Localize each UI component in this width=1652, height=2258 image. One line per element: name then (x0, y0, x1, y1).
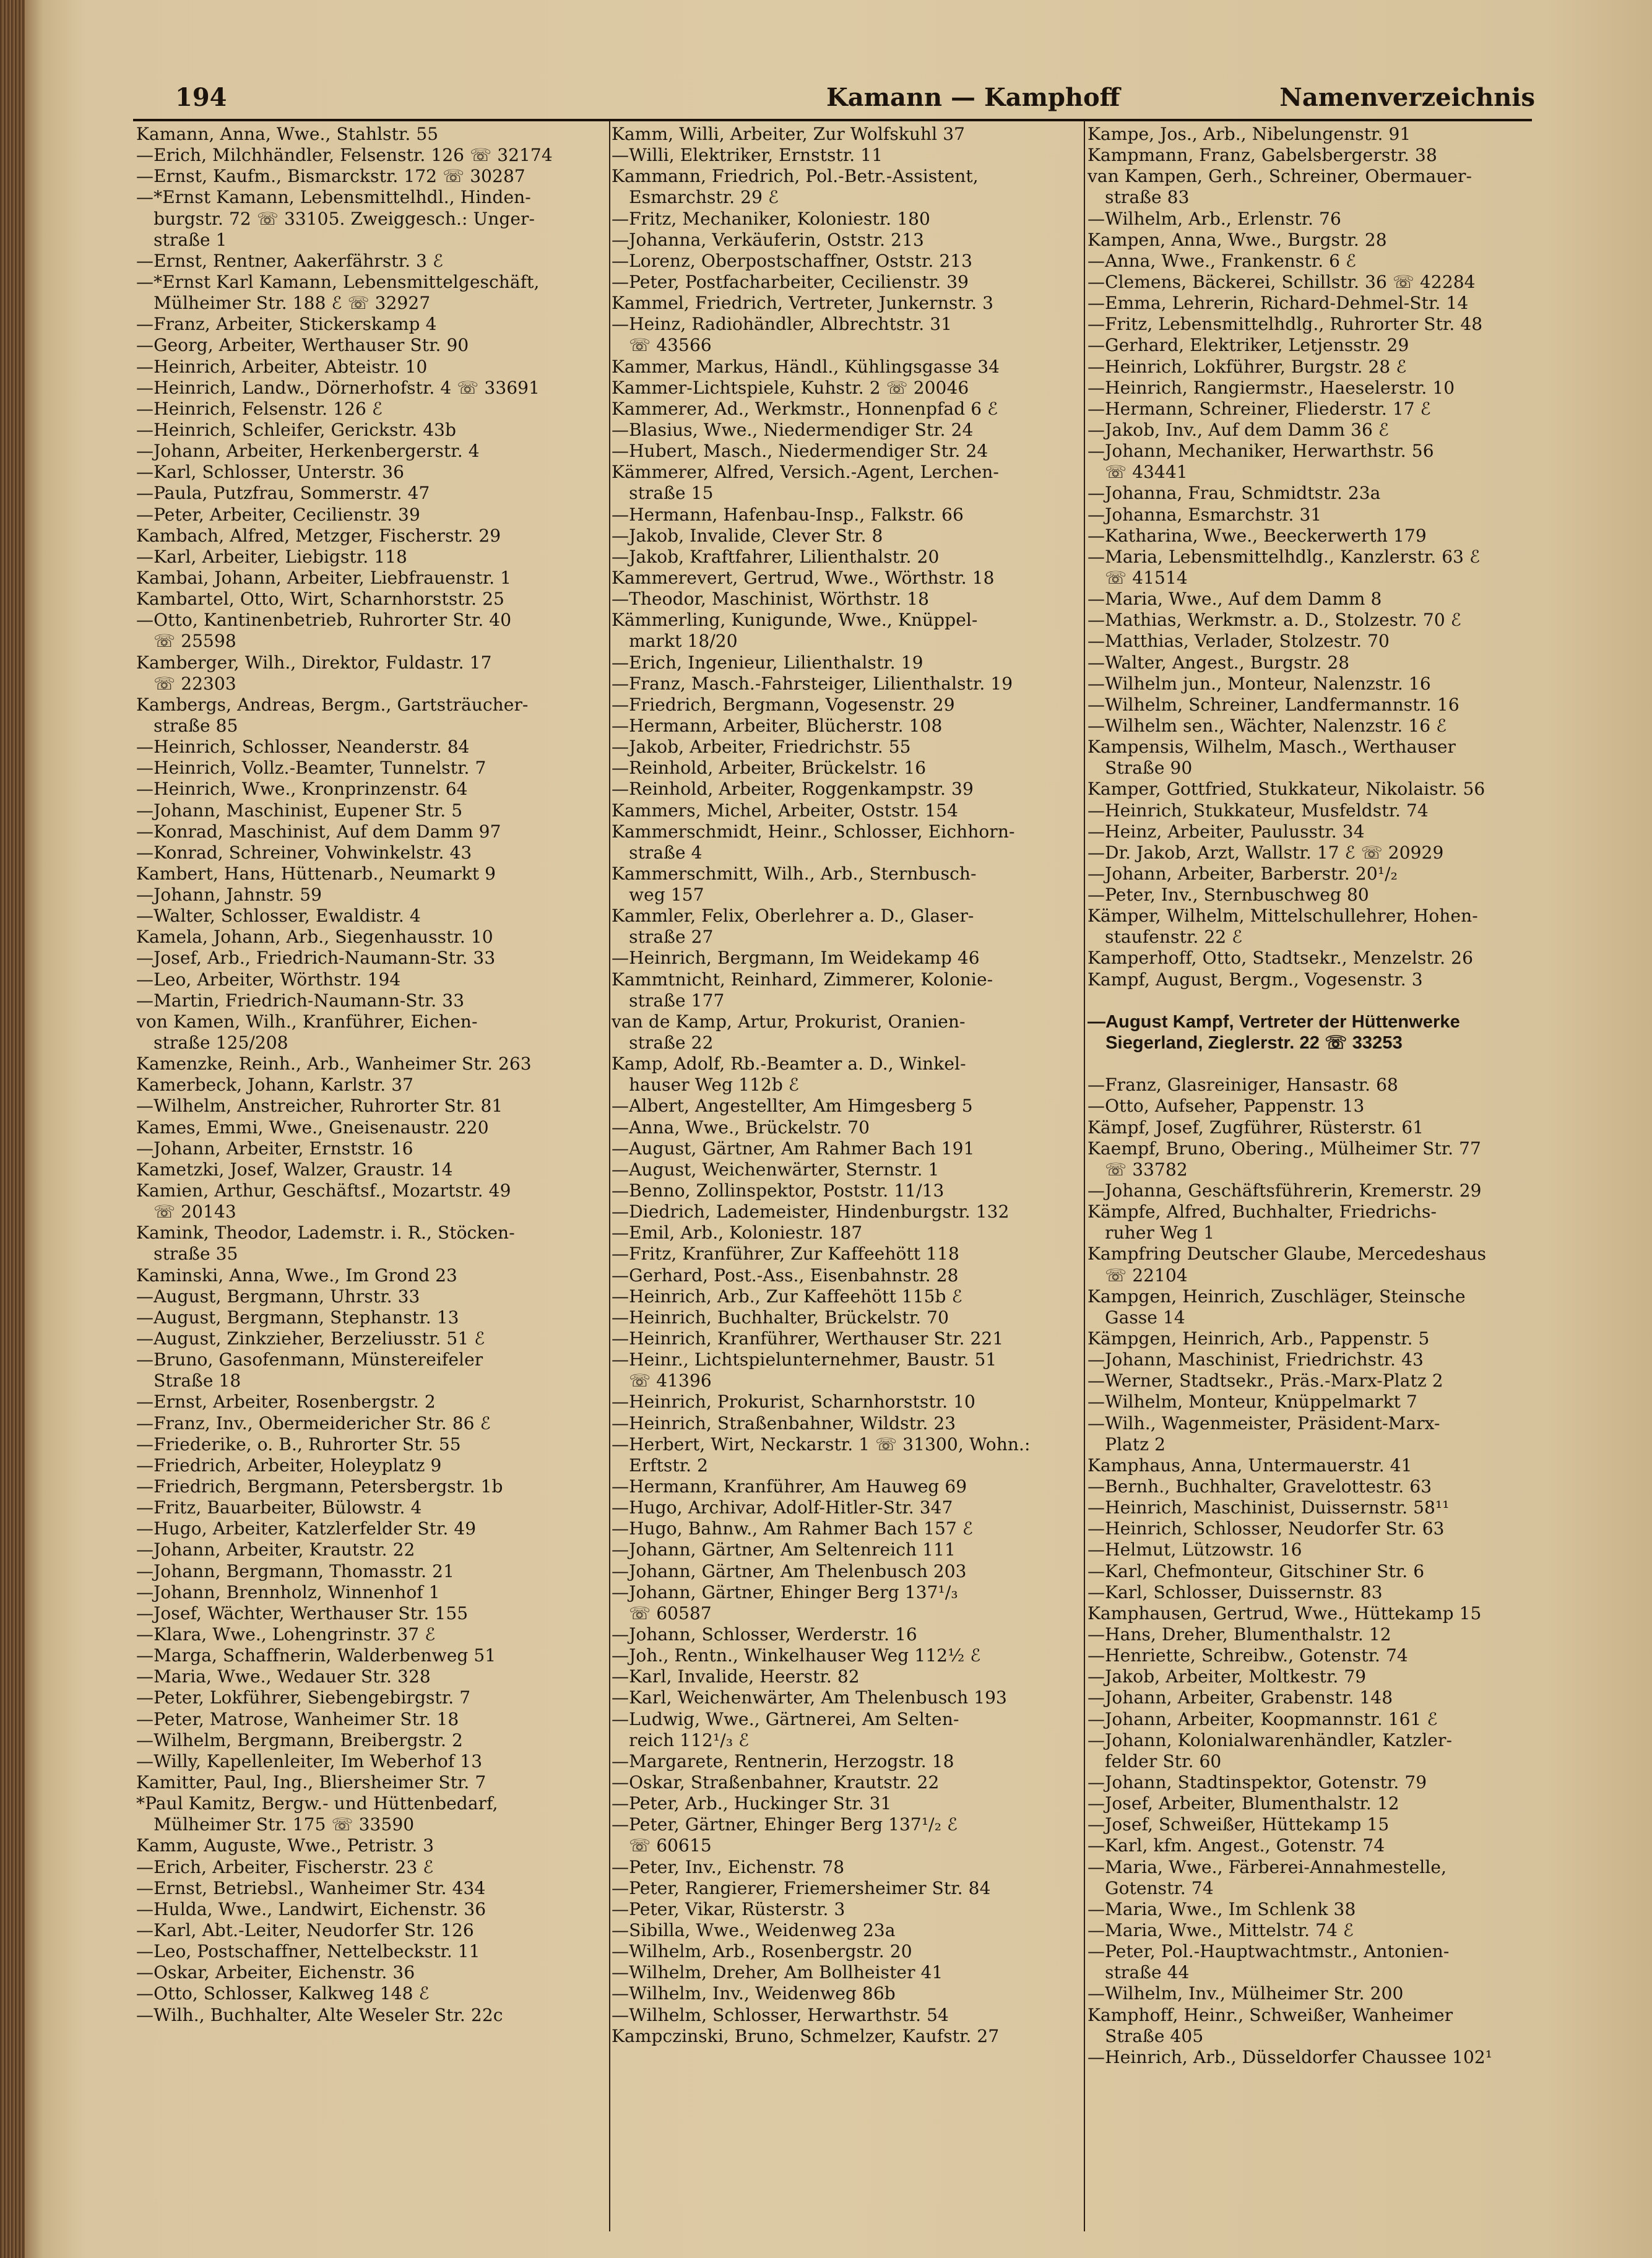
directory-entry-line: felder Str. 60 (1088, 1750, 1222, 1771)
spacer (1088, 990, 1558, 1011)
directory-entry-line: Kämmerling, Kunigunde, Wwe., Knüppel- (612, 610, 978, 631)
directory-entry-line: —Johann, Gärtner, Am Thelenbusch 203 (612, 1560, 967, 1581)
directory-entry-line: —August, Zinkzieher, Berzeliusstr. 51 ℰ (136, 1328, 485, 1349)
directory-entry-line: Kamberger, Wilh., Direktor, Fuldastr. 17 (136, 652, 492, 673)
directory-entry-line: —August, Gärtner, Am Rahmer Bach 191 (612, 1138, 975, 1159)
page-header (133, 79, 1535, 121)
directory-entry-line: Kamien, Arthur, Geschäftsf., Mozartstr. 49 (136, 1180, 511, 1201)
directory-entry-line: Kamitter, Paul, Ing., Bliersheimer Str. 7 (136, 1771, 487, 1793)
directory-entry-line: —Anna, Wwe., Brückelstr. 70 (612, 1117, 870, 1138)
directory-entry-line: Kämper, Wilhelm, Mittelschullehrer, Hohen- (1088, 906, 1478, 927)
directory-entry-line: —Paula, Putzfrau, Sommerstr. 47 (136, 483, 430, 504)
directory-entry-line: —Jakob, Inv., Auf dem Damm 36 ℰ (1088, 419, 1389, 440)
directory-entry-line: —Wilhelm, Arb., Erlenstr. 76 (1088, 208, 1341, 229)
directory-entry-line: —Johann, Arbeiter, Ernststr. 16 (136, 1138, 413, 1159)
directory-entry-line: —Hugo, Bahnw., Am Rahmer Bach 157 ℰ (612, 1518, 973, 1539)
directory-entry-line: Gasse 14 (1088, 1307, 1185, 1328)
directory-entry-line: —Wilhelm, Schlosser, Herwarthstr. 54 (612, 2004, 949, 2025)
directory-entry-line: straße 35 (136, 1244, 238, 1265)
directory-entry-line: Kametzki, Josef, Walzer, Graustr. 14 (136, 1159, 453, 1180)
directory-entry-line: Kammann, Friedrich, Pol.-Betr.-Assistent, (612, 166, 979, 187)
directory-entry-line: —Karl, Chefmonteur, Gitschiner Str. 6 (1088, 1560, 1425, 1581)
directory-entry-line: Siegerland, Zieglerstr. 22 ☏ 33253 (1088, 1033, 1403, 1053)
directory-entry-line: —Wilhelm, Monteur, Knüppelmarkt 7 (1088, 1391, 1417, 1412)
directory-entry-line: —Johann, Gärtner, Am Seltenreich 111 (612, 1539, 956, 1560)
directory-entry-line: Kammer, Markus, Händl., Kühlingsgasse 34 (612, 356, 1000, 377)
directory-entry-line: —Peter, Gärtner, Ehinger Berg 137¹/₂ ℰ (612, 1814, 958, 1835)
directory-entry-line: —Johann, Maschinist, Friedrichstr. 43 (1088, 1349, 1424, 1370)
directory-entry-line: —Maria, Wwe., Im Schlenk 38 (1088, 1898, 1356, 1919)
directory-entry-line: Kampe, Jos., Arb., Nibelungenstr. 91 (1088, 124, 1411, 144)
directory-entry-line: Kampen, Anna, Wwe., Burgstr. 28 (1088, 229, 1387, 250)
directory-entry-line: —Otto, Aufseher, Pappenstr. 13 (1088, 1096, 1365, 1117)
directory-entry-line: straße 125/208 (136, 1032, 288, 1053)
directory-entry-line: —Wilhelm sen., Wächter, Nalenzstr. 16 ℰ (1088, 715, 1447, 736)
directory-entry-line: —August, Weichenwärter, Sternstr. 1 (612, 1159, 940, 1180)
directory-entry-line: Kammerschmidt, Heinr., Schlosser, Eichhorn- (612, 821, 1015, 842)
directory-entry-line: ☏ 43441 (1088, 462, 1188, 483)
directory-entry-line: —Johann, Jahnstr. 59 (136, 885, 322, 906)
directory-entry-line: Kampczinski, Bruno, Schmelzer, Kaufstr. 27 (612, 2025, 1000, 2046)
directory-entry-line: straße 177 (612, 990, 725, 1011)
directory-entry-line: —Ernst, Arbeiter, Rosenbergstr. 2 (136, 1391, 436, 1412)
directory-entry-line: —Fritz, Bauarbeiter, Bülowstr. 4 (136, 1497, 422, 1518)
directory-entry-line: —Herbert, Wirt, Neckarstr. 1 ☏ 31300, Wohn.: (612, 1434, 1031, 1455)
directory-entry-line: —Wilhelm, Inv., Weidenweg 86b (612, 1983, 896, 2004)
directory-entry-line: —Oskar, Arbeiter, Eichenstr. 36 (136, 1962, 415, 1983)
directory-entry-line: straße 83 (1088, 187, 1190, 208)
directory-entry-line: —Hubert, Masch., Niedermendiger Str. 24 (612, 441, 988, 462)
directory-entry-line: —Otto, Schlosser, Kalkweg 148 ℰ (136, 1983, 430, 2004)
directory-entry-line: Kamp, Adolf, Rb.-Beamter a. D., Winkel- (612, 1053, 966, 1075)
directory-entry-line: Kämpf, Josef, Zugführer, Rüsterstr. 61 (1088, 1117, 1424, 1138)
directory-entry-line: —Hans, Dreher, Blumenthalstr. 12 (1088, 1624, 1391, 1645)
directory-entry-line: —Peter, Inv., Eichenstr. 78 (612, 1856, 845, 1877)
directory-entry-line: Kamela, Johann, Arb., Siegenhausstr. 10 (136, 927, 493, 948)
directory-entry-line: —Franz, Masch.-Fahrsteiger, Lilienthalstr. 19 (612, 673, 1013, 694)
directory-entry-line: Kammerevert, Gertrud, Wwe., Wörthstr. 18 (612, 567, 995, 588)
directory-entry-line: Straße 90 (1088, 758, 1193, 779)
directory-entry-line: —Heinrich, Kranführer, Werthauser Str. 221 (612, 1328, 1004, 1349)
directory-entry-line: —Karl, Schlosser, Duissernstr. 83 (1088, 1581, 1383, 1603)
directory-entry-line: —Heinrich, Prokurist, Scharnhorststr. 10 (612, 1391, 975, 1412)
directory-entry-line: —Georg, Arbeiter, Werthauser Str. 90 (136, 335, 469, 356)
directory-entry-line: Kaminski, Anna, Wwe., Im Grond 23 (136, 1265, 457, 1286)
directory-entry-line: —Clemens, Bäckerei, Schillstr. 36 ☏ 42284 (1088, 271, 1476, 292)
directory-entry-line: Kamphausen, Gertrud, Wwe., Hüttekamp 15 (1088, 1603, 1482, 1624)
directory-entry-line: Gotenstr. 74 (1088, 1877, 1214, 1898)
directory-entry-line: —Josef, Wächter, Werthauser Str. 155 (136, 1603, 469, 1624)
directory-entry-line: straße 85 (136, 715, 238, 736)
directory-entry-line: —Heinrich, Landw., Dörnerhofstr. 4 ☏ 33691 (136, 377, 540, 398)
directory-entry-line: —Johanna, Esmarchstr. 31 (1088, 504, 1322, 525)
directory-entry-line: —Josef, Schweißer, Hüttekamp 15 (1088, 1814, 1390, 1835)
directory-entry-line: —Diedrich, Lademeister, Hindenburgstr. 132 (612, 1201, 1010, 1222)
directory-entry-line: —Martin, Friedrich-Naumann-Str. 33 (136, 990, 465, 1011)
directory-entry-line: Kambert, Hans, Hüttenarb., Neumarkt 9 (136, 863, 496, 884)
directory-entry-line: —Otto, Kantinenbetrieb, Ruhrorter Str. 40 (136, 610, 512, 631)
directory-entry-line: —Gerhard, Post.-Ass., Eisenbahnstr. 28 (612, 1265, 959, 1286)
directory-entry-line: —Heinrich, Lokführer, Burgstr. 28 ℰ (1088, 356, 1407, 377)
directory-entry-line: —Anna, Wwe., Frankenstr. 6 ℰ (1088, 250, 1357, 271)
column-divider (1084, 121, 1085, 2231)
directory-entry-line: Kamm, Willi, Arbeiter, Zur Wolfskuhl 37 (612, 124, 966, 144)
directory-entry-line: Kampensis, Wilhelm, Masch., Werthauser (1088, 737, 1456, 758)
directory-entry-line: —Leo, Arbeiter, Wörthstr. 194 (136, 969, 401, 990)
directory-entry-line: ☏ 20143 (136, 1201, 236, 1222)
directory-entry-line: —Heinrich, Rangiermstr., Haeselerstr. 10 (1088, 377, 1455, 398)
directory-entry-line: Straße 18 (136, 1370, 241, 1391)
directory-entry-line: —Fritz, Kranführer, Zur Kaffeehött 118 (612, 1244, 959, 1265)
directory-entry-line: —Marga, Schaffnerin, Walderbenweg 51 (136, 1645, 496, 1666)
directory-entry-line: —Heinrich, Wwe., Kronprinzenstr. 64 (136, 779, 468, 800)
directory-entry-line: markt 18/20 (612, 631, 738, 652)
directory-entry-line: —Heinrich, Schlosser, Neudorfer Str. 63 (1088, 1518, 1445, 1539)
directory-entry-line: Kamperhoff, Otto, Stadtsekr., Menzelstr. 26 (1088, 948, 1474, 969)
directory-entry-line: ☏ 25598 (136, 631, 236, 652)
directory-entry-line: —Bruno, Gasofenmann, Münstereifeler (136, 1349, 483, 1370)
directory-entry-line: —Friederike, o. B., Ruhrorter Str. 55 (136, 1434, 461, 1455)
column-3 (1088, 124, 1558, 2228)
directory-entry-line: —Karl, Invalide, Heerstr. 82 (612, 1666, 860, 1687)
directory-entry-line: —Margarete, Rentnerin, Herzogstr. 18 (612, 1750, 954, 1771)
directory-entry-line: straße 1 (136, 229, 227, 250)
directory-entry-line: Kamphaus, Anna, Untermauerstr. 41 (1088, 1455, 1412, 1476)
directory-entry-line: —Wilh., Buchhalter, Alte Weseler Str. 22c (136, 2004, 503, 2025)
directory-entry-line: —Wilhelm, Inv., Mülheimer Str. 200 (1088, 1983, 1404, 2004)
directory-entry-line: —Johann, Arbeiter, Herkenbergerstr. 4 (136, 441, 480, 462)
directory-entry-line: —Henriette, Schreibw., Gotenstr. 74 (1088, 1645, 1408, 1666)
directory-entry-line: —Johanna, Geschäftsführerin, Kremerstr. 29 (1088, 1180, 1482, 1201)
directory-entry-line: —Johann, Arbeiter, Koopmannstr. 161 ℰ (1088, 1708, 1438, 1729)
directory-entry-line: Kämpgen, Heinrich, Arb., Pappenstr. 5 (1088, 1328, 1430, 1349)
directory-entry-line: straße 27 (612, 927, 714, 948)
directory-entry-line: —Johann, Mechaniker, Herwarthstr. 56 (1088, 441, 1434, 462)
directory-entry-line: Erftstr. 2 (612, 1455, 709, 1476)
directory-entry-line: —Josef, Arb., Friedrich-Naumann-Str. 33 (136, 948, 496, 969)
directory-entry-line: —Wilhelm jun., Monteur, Nalenzstr. 16 (1088, 673, 1431, 694)
directory-entry-line: Kamink, Theodor, Lademstr. i. R., Stöcken- (136, 1222, 515, 1244)
directory-entry-line: —August, Bergmann, Uhrstr. 33 (136, 1286, 420, 1307)
directory-entry-line: —Peter, Matrose, Wanheimer Str. 18 (136, 1708, 459, 1729)
directory-entry-line: Kaempf, Bruno, Obering., Mülheimer Str. 77 (1088, 1138, 1481, 1159)
directory-entry-line: reich 112¹/₃ ℰ (612, 1729, 750, 1750)
directory-entry-line: —Erich, Arbeiter, Fischerstr. 23 ℰ (136, 1856, 434, 1877)
section-title: Namenverzeichnis (1279, 83, 1535, 112)
directory-entry-line: —Franz, Arbeiter, Stickerskamp 4 (136, 314, 437, 335)
directory-entry-line: —Sibilla, Wwe., Weidenweg 23a (612, 1919, 896, 1940)
directory-entry-line: —Jakob, Arbeiter, Moltkestr. 79 (1088, 1666, 1367, 1687)
directory-entry-line: ruher Weg 1 (1088, 1222, 1215, 1244)
directory-entry-line: —Johann, Arbeiter, Krautstr. 22 (136, 1539, 415, 1560)
directory-entry-line: Kamphoff, Heinr., Schweißer, Wanheimer (1088, 2004, 1453, 2025)
directory-entry-line: —Johann, Maschinist, Eupener Str. 5 (136, 800, 463, 821)
directory-entry-line: —Peter, Pol.-Hauptwachtmstr., Antonien- (1088, 1941, 1450, 1962)
directory-entry-line: Kammers, Michel, Arbeiter, Oststr. 154 (612, 800, 959, 821)
directory-entry-line: —Johann, Gärtner, Ehinger Berg 137¹/₃ (612, 1581, 958, 1603)
directory-entry-line: —August, Bergmann, Stephanstr. 13 (136, 1307, 459, 1328)
directory-entry-line: —Maria, Wwe., Mittelstr. 74 ℰ (1088, 1919, 1354, 1940)
directory-entry-line: —Wilhelm, Arb., Rosenbergstr. 20 (612, 1941, 912, 1962)
directory-entry-line: Platz 2 (1088, 1434, 1166, 1455)
directory-entry-line: Kamm, Auguste, Wwe., Petristr. 3 (136, 1835, 435, 1856)
directory-entry-line: straße 22 (612, 1032, 714, 1053)
directory-entry-line: —Ludwig, Wwe., Gärtnerei, Am Selten- (612, 1708, 959, 1729)
directory-entry-line: —Wilh., Wagenmeister, Präsident-Marx- (1088, 1412, 1440, 1434)
directory-entry-line: straße 4 (612, 842, 703, 863)
directory-entry-line: —Hermann, Arbeiter, Blücherstr. 108 (612, 715, 943, 736)
directory-entry-line: Kambai, Johann, Arbeiter, Liebfrauenstr. 1 (136, 567, 512, 588)
directory-entry-line: —Willi, Elektriker, Ernststr. 11 (612, 145, 883, 166)
directory-entry-line: —Johann, Schlosser, Werderstr. 16 (612, 1624, 917, 1645)
directory-entry-line: —Mathias, Werkmstr. a. D., Stolzestr. 70 ℰ (1088, 610, 1461, 631)
directory-entry-line: —Fritz, Lebensmittelhdlg., Ruhrorter Str. 48 (1088, 314, 1483, 335)
directory-entry-line: —Heinrich, Vollz.-Beamter, Tunnelstr. 7 (136, 758, 487, 779)
directory-entry-line: —Karl, Schlosser, Unterstr. 36 (136, 462, 405, 483)
directory-entry-line: Kammel, Friedrich, Vertreter, Junkernstr. 3 (612, 293, 993, 314)
directory-entry-line: —Josef, Arbeiter, Blumenthalstr. 12 (1088, 1793, 1399, 1814)
directory-entry-line: Kambach, Alfred, Metzger, Fischerstr. 29 (136, 525, 501, 546)
directory-entry-line: —Walter, Schlosser, Ewaldistr. 4 (136, 906, 421, 927)
directory-entry-line: —*Ernst Kamann, Lebensmittelhdl., Hinden- (136, 187, 531, 208)
directory-entry-line: —Friedrich, Bergmann, Petersbergstr. 1b (136, 1476, 503, 1497)
directory-entry-line: van de Kamp, Artur, Prokurist, Oranien- (612, 1011, 966, 1032)
directory-entry-line: —Heinrich, Schleifer, Gerickstr. 43b (136, 419, 457, 440)
directory-entry-line: —Heinrich, Stukkateur, Musfeldstr. 74 (1088, 800, 1429, 821)
directory-entry-line: ☏ 33782 (1088, 1159, 1188, 1180)
directory-entry-line: —Gerhard, Elektriker, Letjensstr. 29 (1088, 335, 1409, 356)
spacer (1088, 1053, 1558, 1075)
directory-entry-line: von Kamen, Wilh., Kranführer, Eichen- (136, 1011, 478, 1032)
directory-entry-line: van Kampen, Gerh., Schreiner, Obermauer- (1088, 166, 1473, 187)
directory-entry-line: —Peter, Lokführer, Siebengebirgstr. 7 (136, 1687, 471, 1708)
directory-entry-line: —Karl, Arbeiter, Liebigstr. 118 (136, 546, 407, 567)
directory-entry-line: —Theodor, Maschinist, Wörthstr. 18 (612, 589, 930, 610)
directory-entry-line: —Maria, Wwe., Färberei-Annahmestelle, (1088, 1856, 1447, 1877)
directory-entry-line: Kambartel, Otto, Wirt, Scharnhorststr. 25 (136, 589, 504, 610)
directory-entry-line: —Hermann, Hafenbau-Insp., Falkstr. 66 (612, 504, 964, 525)
directory-entry-line: —Hugo, Archivar, Adolf-Hitler-Str. 347 (612, 1497, 953, 1518)
book-spine (0, 0, 25, 2258)
directory-entry-line: —Lorenz, Oberpostschaffner, Oststr. 213 (612, 250, 973, 271)
directory-entry-line: —Heinrich, Arb., Zur Kaffeehött 115b ℰ (612, 1286, 962, 1307)
directory-entry-line: Esmarchstr. 29 ℰ (612, 187, 779, 208)
directory-entry-line: Mülheimer Str. 175 ☏ 33590 (136, 1814, 415, 1835)
directory-entry-line: —Johanna, Verkäuferin, Oststr. 213 (612, 229, 924, 250)
directory-entry-line: —Hugo, Arbeiter, Katzlerfelder Str. 49 (136, 1518, 477, 1539)
directory-entry-line: —Maria, Wwe., Wedauer Str. 328 (136, 1666, 431, 1687)
directory-entry-line: Kamann, Anna, Wwe., Stahlstr. 55 (136, 124, 439, 144)
directory-entry-line: —Jakob, Arbeiter, Friedrichstr. 55 (612, 737, 911, 758)
directory-entry-line: —Reinhold, Arbeiter, Roggenkampstr. 39 (612, 779, 974, 800)
directory-entry-line: —Bernh., Buchhalter, Gravelottestr. 63 (1088, 1476, 1432, 1497)
directory-entry-line: —August Kampf, Vertreter der Hüttenwerke (1088, 1011, 1460, 1032)
directory-entry-line: Straße 405 (1088, 2025, 1204, 2046)
directory-entry-line: —Emma, Lehrerin, Richard-Dehmel-Str. 14 (1088, 293, 1469, 314)
directory-entry-line: straße 44 (1088, 1962, 1190, 1983)
directory-entry-line: —Wilhelm, Anstreicher, Ruhrorter Str. 81 (136, 1096, 503, 1117)
directory-entry-line: ☏ 60615 (612, 1835, 712, 1856)
directory-entry-line: —Helmut, Lützowstr. 16 (1088, 1539, 1302, 1560)
directory-entry-line: staufenstr. 22 ℰ (1088, 927, 1243, 948)
directory-entry-line: —Ernst, Betriebsl., Wanheimer Str. 434 (136, 1877, 486, 1898)
column-1 (136, 124, 610, 2228)
directory-entry-line: —Hermann, Schreiner, Fliederstr. 17 ℰ (1088, 398, 1431, 419)
directory-entry-line: —Erich, Milchhändler, Felsenstr. 126 ☏ 32174 (136, 145, 553, 166)
directory-entry-line: Kambergs, Andreas, Bergm., Gartsträucher- (136, 694, 529, 715)
directory-entry-line: Kammler, Felix, Oberlehrer a. D., Glaser- (612, 906, 974, 927)
directory-entry-line: —Oskar, Straßenbahner, Krautstr. 22 (612, 1771, 940, 1793)
directory-entry-line: —Heinrich, Buchhalter, Brückelstr. 70 (612, 1307, 949, 1328)
directory-entry-line: —Konrad, Schreiner, Vohwinkelstr. 43 (136, 842, 472, 863)
directory-entry-line: weg 157 (612, 885, 704, 906)
directory-entry-line: —Johann, Arbeiter, Barberstr. 20¹/₂ (1088, 863, 1398, 884)
directory-entry-line: —Matthias, Verlader, Stolzestr. 70 (1088, 631, 1390, 652)
directory-entry-line: —Peter, Inv., Sternbuschweg 80 (1088, 885, 1369, 906)
directory-entry-line: —Heinr., Lichtspielunternehmer, Baustr. 51 (612, 1349, 997, 1370)
directory-entry-line: —Heinrich, Arb., Düsseldorfer Chaussee 102¹ (1088, 2046, 1493, 2067)
directory-entry-line: —Blasius, Wwe., Niedermendiger Str. 24 (612, 419, 974, 440)
directory-entry-line: —Ernst, Kaufm., Bismarckstr. 172 ☏ 30287 (136, 166, 525, 187)
directory-entry-line: —Heinz, Arbeiter, Paulusstr. 34 (1088, 821, 1365, 842)
directory-entry-line: —Ernst, Rentner, Aakerfährstr. 3 ℰ (136, 250, 444, 271)
directory-entry-line: —Wilhelm, Schreiner, Landfermannstr. 16 (1088, 694, 1460, 715)
directory-entry-line: Kammerer, Ad., Werkmstr., Honnenpfad 6 ℰ (612, 398, 998, 419)
directory-entry-line: —Heinrich, Arbeiter, Abteistr. 10 (136, 356, 428, 377)
directory-entry-line: —Heinrich, Maschinist, Duissernstr. 58¹¹ (1088, 1497, 1450, 1518)
directory-entry-line: hauser Weg 112b ℰ (612, 1075, 799, 1096)
page-range-title: Kamann — Kamphoff (826, 83, 1120, 112)
directory-entry-line: Kampfring Deutscher Glaube, Mercedeshaus (1088, 1244, 1487, 1265)
directory-entry-line: —Benno, Zollinspektor, Poststr. 11/13 (612, 1180, 945, 1201)
directory-entry-line: —Joh., Rentn., Winkelhauser Weg 112½ ℰ (612, 1645, 981, 1666)
directory-entry-line: —Hermann, Kranführer, Am Hauweg 69 (612, 1476, 967, 1497)
directory-entry-line: —Konrad, Maschinist, Auf dem Damm 97 (136, 821, 501, 842)
directory-entry-line: —Maria, Lebensmittelhdlg., Kanzlerstr. 63 ℰ (1088, 546, 1481, 567)
directory-entry-line: —Dr. Jakob, Arzt, Wallstr. 17 ℰ ☏ 20929 (1088, 842, 1444, 863)
page-number: 194 (175, 83, 227, 112)
directory-entry-line: —Klara, Wwe., Lohengrinstr. 37 ℰ (136, 1624, 436, 1645)
directory-entry-line: —Karl, kfm. Angest., Gotenstr. 74 (1088, 1835, 1385, 1856)
directory-entry-line: Mülheimer Str. 188 ℰ ☏ 32927 (136, 293, 431, 314)
directory-entry-line: —*Ernst Karl Kamann, Lebensmittelgeschäft, (136, 271, 540, 292)
directory-entry-line: Kammer-Lichtspiele, Kuhstr. 2 ☏ 20046 (612, 377, 969, 398)
directory-entry-line: —Katharina, Wwe., Beeckerwerth 179 (1088, 525, 1427, 546)
directory-entry-line: —Peter, Rangierer, Friemersheimer Str. 84 (612, 1877, 991, 1898)
directory-entry-line: —Erich, Ingenieur, Lilienthalstr. 19 (612, 652, 923, 673)
directory-entry-line: —Maria, Wwe., Auf dem Damm 8 (1088, 589, 1382, 610)
directory-entry-line: —Heinrich, Schlosser, Neanderstr. 84 (136, 737, 470, 758)
directory-entry-line: Kämmerer, Alfred, Versich.-Agent, Lerchen- (612, 462, 999, 483)
directory-entry-line: —Johanna, Frau, Schmidtstr. 23a (1088, 483, 1381, 504)
directory-entry-line: Kammerschmitt, Wilh., Arb., Sternbusch- (612, 863, 977, 884)
directory-entry-line: —Johann, Brennholz, Winnenhof 1 (136, 1581, 440, 1603)
directory-entry-line: —Peter, Vikar, Rüsterstr. 3 (612, 1898, 845, 1919)
directory-entry-line: ☏ 43566 (612, 335, 712, 356)
directory-entry-line: —Karl, Abt.-Leiter, Neudorfer Str. 126 (136, 1919, 474, 1940)
directory-entry-line: ☏ 22303 (136, 673, 236, 694)
directory-entry-line: Kampgen, Heinrich, Zuschläger, Steinsche (1088, 1286, 1466, 1307)
directory-entry-line: Kammtnicht, Reinhard, Zimmerer, Kolonie- (612, 969, 993, 990)
directory-entry-line: Kamenzke, Reinh., Arb., Wanheimer Str. 263 (136, 1053, 532, 1075)
directory-entry-line: —Heinrich, Felsenstr. 126 ℰ (136, 398, 383, 419)
directory-entry-line: —Heinz, Radiohändler, Albrechtstr. 31 (612, 314, 953, 335)
directory-entry-line: —Jakob, Invalide, Clever Str. 8 (612, 525, 883, 546)
directory-entry-line: burgstr. 72 ☏ 33105. Zweiggesch.: Unger- (136, 208, 535, 229)
directory-entry-line: —Peter, Postfacharbeiter, Cecilienstr. 39 (612, 271, 969, 292)
directory-entry-line: —Reinhold, Arbeiter, Brückelstr. 16 (612, 758, 927, 779)
directory-entry-line: —Friedrich, Arbeiter, Holeyplatz 9 (136, 1455, 442, 1476)
directory-entry-line: —Friedrich, Bergmann, Vogesenstr. 29 (612, 694, 955, 715)
directory-entry-line: —Wilhelm, Bergmann, Breibergstr. 2 (136, 1729, 463, 1750)
directory-entry-line: —Jakob, Kraftfahrer, Lilienthalstr. 20 (612, 546, 940, 567)
directory-entry-line: —Wilhelm, Dreher, Am Bollheister 41 (612, 1962, 943, 1983)
directory-entry-line: —Franz, Inv., Obermeidericher Str. 86 ℰ (136, 1412, 491, 1434)
directory-entry-line: —Johann, Stadtinspektor, Gotenstr. 79 (1088, 1771, 1427, 1793)
directory-entry-line: —Leo, Postschaffner, Nettelbeckstr. 11 (136, 1941, 480, 1962)
directory-entry-line: —Johann, Bergmann, Thomasstr. 21 (136, 1560, 454, 1581)
directory-entry-line: —Albert, Angestellter, Am Himgesberg 5 (612, 1096, 973, 1117)
directory-entry-line: —Johann, Kolonialwarenhändler, Katzler- (1088, 1729, 1453, 1750)
directory-entry-line: Kamerbeck, Johann, Karlstr. 37 (136, 1075, 414, 1096)
directory-entry-line: Kames, Emmi, Wwe., Gneisenaustr. 220 (136, 1117, 489, 1138)
directory-entry-line: ☏ 22104 (1088, 1265, 1188, 1286)
directory-entry-line: —Heinrich, Straßenbahner, Wildstr. 23 (612, 1412, 956, 1434)
directory-entry-line: —Fritz, Mechaniker, Koloniestr. 180 (612, 208, 930, 229)
directory-entry-line: straße 15 (612, 483, 714, 504)
directory-entry-line: Kämpfe, Alfred, Buchhalter, Friedrichs- (1088, 1201, 1437, 1222)
directory-entry-line: —Emil, Arb., Koloniestr. 187 (612, 1222, 863, 1244)
directory-entry-line: —Walter, Angest., Burgstr. 28 (1088, 652, 1350, 673)
directory-entry-line: —Peter, Arb., Huckinger Str. 31 (612, 1793, 892, 1814)
directory-entry-line: —Heinrich, Bergmann, Im Weidekamp 46 (612, 948, 980, 969)
directory-entry-line: —Werner, Stadtsekr., Präs.-Marx-Platz 2 (1088, 1370, 1443, 1391)
directory-entry-line: ☏ 41514 (1088, 567, 1188, 588)
directory-entry-line: ☏ 41396 (612, 1370, 712, 1391)
directory-entry-line: —Willy, Kapellenleiter, Im Weberhof 13 (136, 1750, 483, 1771)
directory-entry-line: —Franz, Glasreiniger, Hansastr. 68 (1088, 1075, 1398, 1096)
directory-entry-line: —Karl, Weichenwärter, Am Thelenbusch 193 (612, 1687, 1007, 1708)
directory-entry-line: *Paul Kamitz, Bergw.- und Hüttenbedarf, (136, 1793, 498, 1814)
column-2 (612, 124, 1079, 2228)
directory-entry-line: ☏ 60587 (612, 1603, 712, 1624)
directory-entry-line: Kamper, Gottfried, Stukkateur, Nikolaistr. 56 (1088, 779, 1486, 800)
directory-entry-line: —Peter, Arbeiter, Cecilienstr. 39 (136, 504, 420, 525)
directory-entry-line: Kampf, August, Bergm., Vogesenstr. 3 (1088, 969, 1423, 990)
directory-entry-line: Kampmann, Franz, Gabelsbergerstr. 38 (1088, 145, 1437, 166)
directory-entry-line: —Hulda, Wwe., Landwirt, Eichenstr. 36 (136, 1898, 487, 1919)
directory-entry-line: —Johann, Arbeiter, Grabenstr. 148 (1088, 1687, 1393, 1708)
